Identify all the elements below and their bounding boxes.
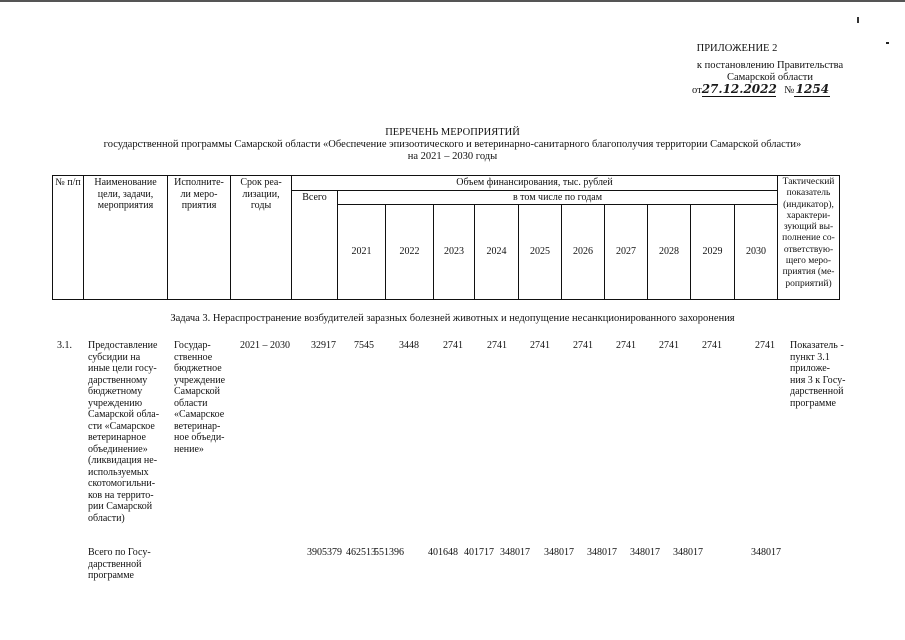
- header-indicator: Тактический показатель (индикатор), характери-зующий вы-полнение со-ответствую-щего меро-приятия (ме-роприятий): [778, 176, 840, 300]
- row-indicator-line: дарственной: [790, 386, 844, 397]
- document-subtitle: государственной программы Самарской области «Обеспечение эпизоотического и ветеринарно-санитарного благополучия территории Самарской области»: [103, 139, 802, 150]
- total-year-value: 348017: [587, 547, 617, 558]
- row-name-line: используемых: [88, 466, 149, 478]
- row-name-line: субсидии на: [88, 351, 141, 363]
- row-year-value: 2741: [755, 340, 775, 351]
- appendix-block: [657, 43, 817, 55]
- total-label-line: Всего по Госу-: [88, 547, 151, 558]
- row-name-line: дарственному: [88, 374, 148, 386]
- header-year: 2029: [691, 205, 735, 300]
- total-year-value: 348017: [500, 547, 530, 558]
- table-header: [52, 175, 840, 300]
- header-year: 2027: [605, 205, 648, 300]
- row-exec-line: Самарской: [174, 386, 220, 397]
- header-year: 2022: [386, 205, 434, 300]
- row-indicator: [790, 340, 870, 409]
- row-exec: [174, 340, 240, 455]
- total-year-value: 348017: [630, 547, 660, 558]
- header-year: 2028: [648, 205, 691, 300]
- row-year-value: 2741: [573, 340, 593, 351]
- row-name-line: ветеринарное: [88, 432, 146, 443]
- row-name-line: (ликвидация не-: [88, 455, 158, 466]
- header-year: 2030: [735, 205, 778, 300]
- row-name-line: Самарской обла-: [88, 409, 160, 420]
- row-exec-line: «Самарское: [174, 409, 225, 420]
- total-year-value: 462513: [346, 547, 376, 558]
- task-heading: Задача 3. Нераспространение возбудителей заразных болезней животных и недопущение несанкционированного захоронения: [170, 313, 735, 324]
- row-exec-line: ное объеди-: [174, 432, 225, 443]
- row-term: 2021 – 2030: [240, 340, 290, 351]
- total-year-value: 348017: [751, 547, 781, 558]
- row-exec-line: бюджетное: [174, 363, 222, 374]
- document-period: на 2021 – 2030 годы: [407, 151, 498, 162]
- header-funding: Объем финансирования, тыс. рублей: [292, 176, 778, 191]
- appendix-title: ПРИЛОЖЕНИЕ 2: [696, 43, 778, 54]
- row-indicator-line: пункт 3.1: [790, 351, 830, 363]
- row-year-value: 2741: [443, 340, 463, 351]
- row-name-line: ков на террито-: [88, 489, 154, 501]
- row-exec-line: учреждение: [174, 374, 226, 386]
- total-year-value: 401648: [428, 547, 458, 558]
- scan-speck: [886, 42, 889, 44]
- date-value: 27.12.2022: [701, 82, 777, 96]
- header-num: № п/п: [53, 176, 84, 300]
- header-exec: Исполните-ли меро-приятия: [168, 176, 231, 300]
- date-prefix: от: [692, 85, 702, 96]
- header-by-years: в том числе по годам: [338, 190, 778, 205]
- row-name-line: области): [88, 512, 125, 524]
- row-name: [88, 340, 174, 524]
- row-exec-line: области: [174, 397, 208, 409]
- total-year-value: 348017: [544, 547, 574, 558]
- appendix-date-line: [692, 83, 830, 97]
- row-indicator-line: программе: [790, 397, 836, 409]
- document-title: ПЕРЕЧЕНЬ МЕРОПРИЯТИЙ: [385, 127, 520, 138]
- header-name: Наименование цели, задачи, мероприятия: [84, 176, 168, 300]
- total-year-value: 551396: [374, 547, 404, 558]
- header-term: Срок реа-лизации, годы: [231, 176, 292, 300]
- row-num: 3.1.: [57, 340, 72, 351]
- appendix-line1: к постановлению Правительства: [696, 60, 844, 71]
- total-label: [88, 547, 174, 582]
- total-label-line: дарственной: [88, 558, 142, 570]
- row-name-line: скотомогильни-: [88, 478, 156, 489]
- row-exec-line: Государ-: [174, 340, 211, 351]
- header-year: 2026: [562, 205, 605, 300]
- row-name-line: объединение»: [88, 443, 148, 455]
- number-value: 1254: [795, 82, 830, 96]
- number-prefix: №: [784, 85, 795, 96]
- row-year-value: 3448: [399, 340, 419, 351]
- row-year-value: 2741: [530, 340, 550, 351]
- row-exec-line: нение»: [174, 443, 204, 455]
- appendix-line2: Самарской области: [727, 72, 813, 83]
- total-year-value: 348017: [673, 547, 703, 558]
- header-year: 2021: [338, 205, 386, 300]
- total-year-value: 401717: [464, 547, 494, 558]
- row-name-line: иные цели госу-: [88, 363, 157, 374]
- row-indicator-line: Показатель -: [790, 340, 844, 351]
- appendix-resolution: [675, 60, 865, 84]
- scan-top-edge: [0, 0, 905, 2]
- row-name-line: рии Самарской: [88, 501, 153, 512]
- row-exec-line: ственное: [174, 351, 213, 363]
- header-year: 2023: [434, 205, 475, 300]
- total-sum: 3905379: [307, 547, 342, 558]
- header-year: 2025: [519, 205, 562, 300]
- row-name-line: бюджетному: [88, 386, 143, 397]
- total-label-line: программе: [88, 570, 134, 581]
- row-indicator-line: ния 3 к Госу-: [790, 374, 846, 386]
- scan-speck: [857, 17, 859, 23]
- row-indicator-line: приложе-: [790, 363, 830, 374]
- row-total: 32917: [311, 340, 336, 351]
- row-name-line: учреждению: [88, 397, 143, 409]
- row-year-value: 7545: [354, 340, 374, 351]
- row-year-value: 2741: [702, 340, 722, 351]
- row-year-value: 2741: [616, 340, 636, 351]
- row-name-line: сти «Самарское: [88, 420, 155, 432]
- row-name-line: Предоставление: [88, 340, 158, 351]
- header-year: 2024: [475, 205, 519, 300]
- header-total: Всего: [292, 190, 338, 300]
- row-year-value: 2741: [487, 340, 507, 351]
- row-exec-line: ветеринар-: [174, 420, 221, 432]
- row-year-value: 2741: [659, 340, 679, 351]
